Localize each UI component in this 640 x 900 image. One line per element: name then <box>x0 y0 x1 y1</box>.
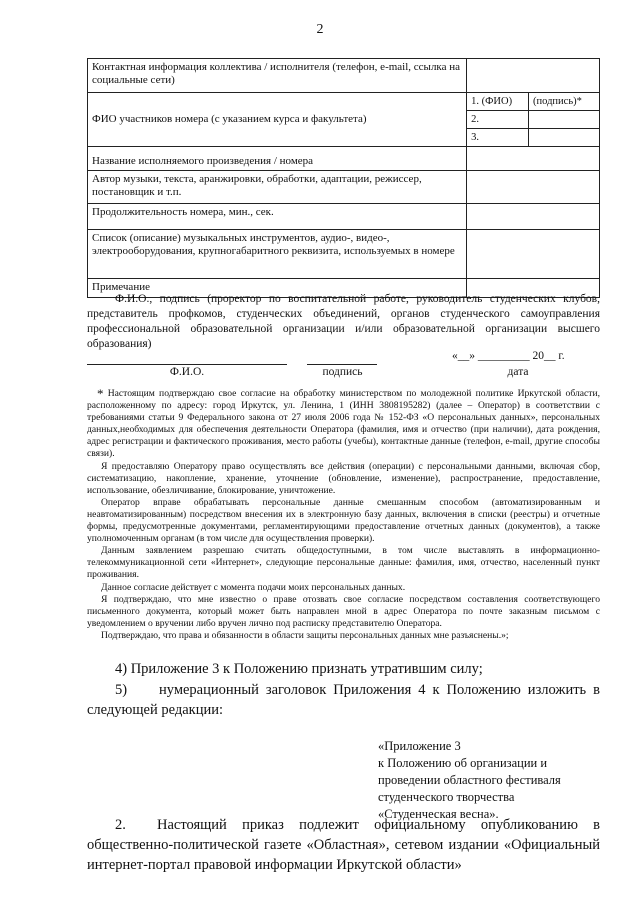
row-value-title <box>467 147 600 171</box>
appendix-line: «Студенческая весна». <box>378 807 499 821</box>
personal-data-consent <box>87 388 600 642</box>
participant-sign-2 <box>529 111 600 129</box>
row-label-title: Название исполняемого произведения / номера <box>88 147 467 171</box>
consent-paragraph: Оператор вправе обрабатывать персональные данные смешанным способом (автоматизированным и неавтоматизированным) посредством внесения их в электронную базу данных, включения в списки (реестры) и отчетные формы, предусмотренные документами, регламентирующими предоставление отчетных данных (документов), а также уполномоченным органам (в том числе для осуществления проверки). <box>87 496 600 545</box>
table-row <box>88 147 600 171</box>
item-5 <box>87 680 600 720</box>
row-label-participants: ФИО участников номера (с указанием курса и факультета) <box>88 93 467 147</box>
participant-fio-3: 3. <box>467 129 529 147</box>
row-label-equipment: Список (описание) музыкальных инструментов, аудио-, видео-, электрооборудования, крупногабаритного реквизита, используемых в номере <box>88 230 467 279</box>
row-label-duration: Продолжительность номера, мин., сек. <box>88 204 467 230</box>
consent-paragraph: Подтверждаю, что права и обязанности в области защиты персональных данных мне разъяснены.»; <box>101 629 509 641</box>
label-date: дата <box>507 366 529 378</box>
signature-line-sign <box>307 364 377 365</box>
label-signature: подпись <box>322 366 363 378</box>
page-number: 2 <box>316 22 324 37</box>
item-4: 4) Приложение 3 к Положению признать утратившим силу; <box>115 661 483 677</box>
consent-paragraph: Я подтверждаю, что мне известно о праве отозвать свое согласие посредством составления соответствующего письменного документа, который может быть направлен мной в адрес Оператора по почте заказным письмом с уведомлением о вручении либо вручен лично под расписку представителю Оператора. <box>87 593 600 629</box>
row-value-duration <box>467 204 600 230</box>
consent-paragraph: Данное согласие действует с момента подачи моих персональных данных. <box>101 581 406 593</box>
appendix-line: студенческого творчества <box>378 790 515 804</box>
participant-fio-2: 2. <box>467 111 529 129</box>
appendix-line: «Приложение 3 <box>378 739 461 753</box>
participant-sign-3 <box>529 129 600 147</box>
item-5-text: нумерационный заголовок Приложения 4 к Положению изложить в следующей редакции: <box>87 682 600 718</box>
order-number: 2. <box>115 817 126 833</box>
table-row <box>88 171 600 204</box>
row-value-contact <box>467 59 600 93</box>
consent-paragraph: * Настоящим подтверждаю свое согласие на обработку министерством по молодежной политике Иркутской области, расположенному по адресу: город Иркутск, ул. Ленина, 1 (ИНН 3808195282) (далее – Оператор) в соответствии с требованиями статьи 9 Федерального закона от 27 июля 2006 года № 152-ФЗ «О персональных данных», персональных данных,необходимых для обеспечения деятельности Оператора (фамилия, имя и отчество (при наличии), дата рождения, адрес регистрации и фактического проживания, место работы (учебы), контактные данные (телефон, e-mail, другие способы связи). <box>87 386 600 460</box>
table-row <box>88 204 600 230</box>
row-label-author: Автор музыки, текста, аранжировки, обработки, адаптации, режиссер, постановщик и т.п. <box>88 171 467 204</box>
asterisk-mark: * <box>97 386 104 401</box>
table-row <box>88 230 600 279</box>
appendix-header <box>378 738 600 823</box>
item-5-number: 5) <box>115 682 128 698</box>
application-form-table <box>87 58 600 298</box>
row-value-equipment <box>467 230 600 279</box>
appendix-line: к Положению об организации и <box>378 756 548 770</box>
row-label-contact: Контактная информация коллектива / исполнителя (телефон, e-mail, ссылка на социальные сети) <box>88 59 467 93</box>
order-text: Настоящий приказ подлежит официальному опубликованию в общественно-политической газете «Областная», сетевом издании «Официальный интернет-портал правовой информации Иркутской области» <box>87 817 600 873</box>
table-row <box>88 93 600 111</box>
participant-fio-1: 1. (ФИО) <box>467 93 529 111</box>
label-fio: Ф.И.О. <box>169 366 205 378</box>
table-row <box>88 59 600 93</box>
participant-sign-1: (подпись)* <box>529 93 600 111</box>
row-label-note: Примечание <box>88 279 467 298</box>
row-value-author <box>467 171 600 204</box>
consent-paragraph: Данным заявлением разрешаю считать общедоступными, в том числе выставлять в информационно-телекоммуникационной сети «Интернет», следующие персональные данные: фамилия, имя, отчество, населенный пункт проживания. <box>87 545 600 581</box>
date-line: «__» _________ 20__ г. <box>452 350 565 362</box>
signature-instructions: Ф.И.О., подпись (проректор по воспитательной работе, руководитель студенческих клубов, представитель профкомов, студенческих объединений, органов студенческого самоуправления профессиональной образовательной организации и/или образовательной организации высшего образования) <box>87 293 600 350</box>
appendix-line: проведении областного фестиваля <box>378 773 561 787</box>
signature-line-fio <box>87 364 287 365</box>
consent-paragraph: Я предоставляю Оператору право осуществлять все действия (операции) с персональными данными, включая сбор, систематизацию, накопление, хранение, уточнение (обновление, изменение), распространение, предоставление, использование, обезличивание, блокирование, уничтожение. <box>87 460 600 496</box>
order-paragraph-2 <box>87 815 600 875</box>
